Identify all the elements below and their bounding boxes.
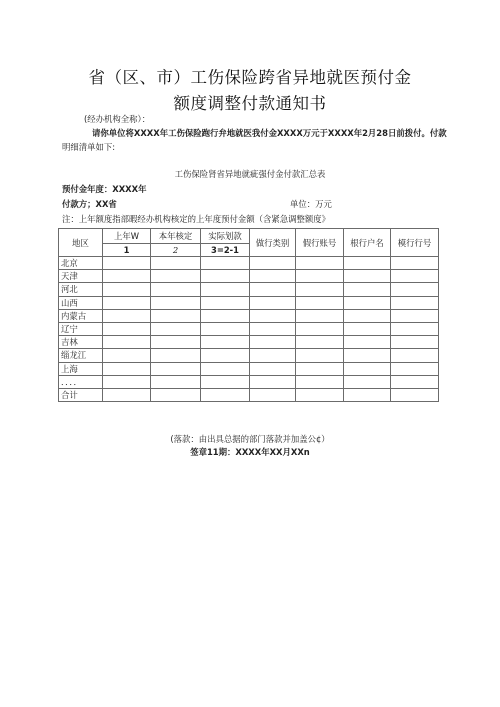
empty-cell: [344, 375, 391, 388]
note-line: 注：上年额度指部暇经办机构核定的上年度预付金额（含紧急调整额度》: [62, 214, 330, 224]
empty-cell: [250, 388, 296, 401]
empty-cell: [344, 257, 391, 270]
empty-cell: [151, 283, 201, 296]
empty-cell: [296, 257, 344, 270]
table-row: [59, 296, 439, 309]
empty-cell: [296, 283, 344, 296]
empty-cell: [103, 362, 151, 375]
empty-cell: [201, 362, 250, 375]
region-cell: 天津: [59, 270, 103, 283]
empty-cell: [103, 309, 151, 322]
empty-cell: [391, 296, 439, 309]
empty-cell: [250, 362, 296, 375]
agency-line: (经办机构全称）：: [84, 114, 151, 124]
code-3: 3=2-1: [201, 244, 250, 257]
header-account-name: 根行户名: [344, 229, 391, 257]
empty-cell: [296, 388, 344, 401]
empty-cell: [103, 283, 151, 296]
region-cell: 北京: [59, 257, 103, 270]
table-row: [59, 257, 439, 270]
empty-cell: [201, 270, 250, 283]
empty-cell: [151, 296, 201, 309]
empty-cell: [391, 349, 439, 362]
empty-cell: [201, 336, 250, 349]
region-cell: 山西: [59, 296, 103, 309]
empty-cell: [103, 349, 151, 362]
empty-cell: [201, 309, 250, 322]
empty-cell: [391, 336, 439, 349]
empty-cell: [201, 257, 250, 270]
empty-cell: [391, 375, 439, 388]
empty-cell: [391, 309, 439, 322]
header-this-year: 本年核定: [151, 229, 201, 244]
empty-cell: [296, 362, 344, 375]
table-row: [59, 349, 439, 362]
empty-cell: [201, 375, 250, 388]
table-row: [59, 270, 439, 283]
title-line-1: 省（区、市）工伤保险跨省异地就医预付金: [88, 68, 412, 87]
empty-cell: [344, 322, 391, 335]
body-line-2: 明细清单如下:: [62, 142, 116, 152]
empty-cell: [151, 336, 201, 349]
header-account: 假行账号: [296, 229, 344, 257]
table-row: [59, 375, 439, 388]
empty-cell: [103, 336, 151, 349]
unit-label: 单位：万元: [290, 199, 332, 209]
empty-cell: [250, 336, 296, 349]
empty-cell: [391, 257, 439, 270]
empty-cell: [344, 336, 391, 349]
empty-cell: [296, 336, 344, 349]
empty-cell: [296, 322, 344, 335]
region-cell: 内蒙古: [59, 309, 103, 322]
empty-cell: [250, 322, 296, 335]
empty-cell: [391, 388, 439, 401]
header-bank-no: 模行行号: [391, 229, 439, 257]
empty-cell: [344, 309, 391, 322]
table-row: [59, 362, 439, 375]
table-row: [59, 336, 439, 349]
empty-cell: [296, 349, 344, 362]
empty-cell: [201, 349, 250, 362]
empty-cell: [250, 270, 296, 283]
header-last-year: 上年W: [103, 229, 151, 244]
empty-cell: [344, 283, 391, 296]
empty-cell: [151, 375, 201, 388]
empty-cell: [103, 322, 151, 335]
empty-cell: [250, 375, 296, 388]
empty-cell: [103, 296, 151, 309]
empty-cell: [250, 349, 296, 362]
prepay-year: 预付金年度：XXXX年: [62, 184, 147, 194]
empty-cell: [344, 296, 391, 309]
table-row: [59, 388, 439, 401]
table-row: [59, 309, 439, 322]
header-actual: 实际划款: [201, 229, 250, 244]
empty-cell: [250, 309, 296, 322]
empty-cell: [250, 283, 296, 296]
empty-cell: [344, 388, 391, 401]
empty-cell: [201, 296, 250, 309]
region-cell: 河北: [59, 283, 103, 296]
empty-cell: [296, 375, 344, 388]
footer-line-1: (落款：由出具总据的部门落款并加盖公¢）: [170, 434, 330, 444]
fund-table: [58, 228, 439, 402]
table-title: 工伤保险肾省异地就疵强付金付款汇总表: [174, 169, 326, 179]
empty-cell: [103, 388, 151, 401]
payer: 付款方；XX省: [62, 199, 117, 209]
header-row: [59, 229, 439, 244]
code-2: 2: [151, 244, 201, 257]
empty-cell: [151, 270, 201, 283]
region-cell: 合计: [59, 388, 103, 401]
empty-cell: [103, 270, 151, 283]
empty-cell: [151, 388, 201, 401]
empty-cell: [391, 270, 439, 283]
region-cell: ．．．．: [59, 375, 103, 388]
empty-cell: [103, 257, 151, 270]
empty-cell: [344, 270, 391, 283]
empty-cell: [151, 349, 201, 362]
empty-cell: [344, 349, 391, 362]
header-region: 地区: [59, 229, 103, 257]
empty-cell: [391, 362, 439, 375]
empty-cell: [296, 309, 344, 322]
empty-cell: [151, 309, 201, 322]
empty-cell: [103, 375, 151, 388]
empty-cell: [344, 362, 391, 375]
body-line-1: 请你单位将XXXX年工伤保险跑行弁地就医我付金XXXX万元于XXXX年2月28日前拨付。付款: [92, 128, 447, 138]
empty-cell: [151, 362, 201, 375]
table-row: [59, 322, 439, 335]
empty-cell: [151, 257, 201, 270]
empty-cell: [151, 322, 201, 335]
empty-cell: [391, 283, 439, 296]
region-cell: 缁龙江: [59, 349, 103, 362]
empty-cell: [391, 322, 439, 335]
region-cell: 吉林: [59, 336, 103, 349]
empty-cell: [201, 388, 250, 401]
empty-cell: [296, 296, 344, 309]
empty-cell: [201, 322, 250, 335]
empty-cell: [201, 283, 250, 296]
region-cell: 辽宁: [59, 322, 103, 335]
footer-line-2: 签章11期：XXXX年XX月XXn: [190, 447, 310, 457]
code-1: 1: [103, 244, 151, 257]
empty-cell: [296, 270, 344, 283]
title-line-2: 额度调整付款通知书: [173, 94, 327, 113]
empty-cell: [250, 296, 296, 309]
region-cell: 上海: [59, 362, 103, 375]
header-bank-type: 做行类别: [250, 229, 296, 257]
table-row: [59, 283, 439, 296]
empty-cell: [250, 257, 296, 270]
